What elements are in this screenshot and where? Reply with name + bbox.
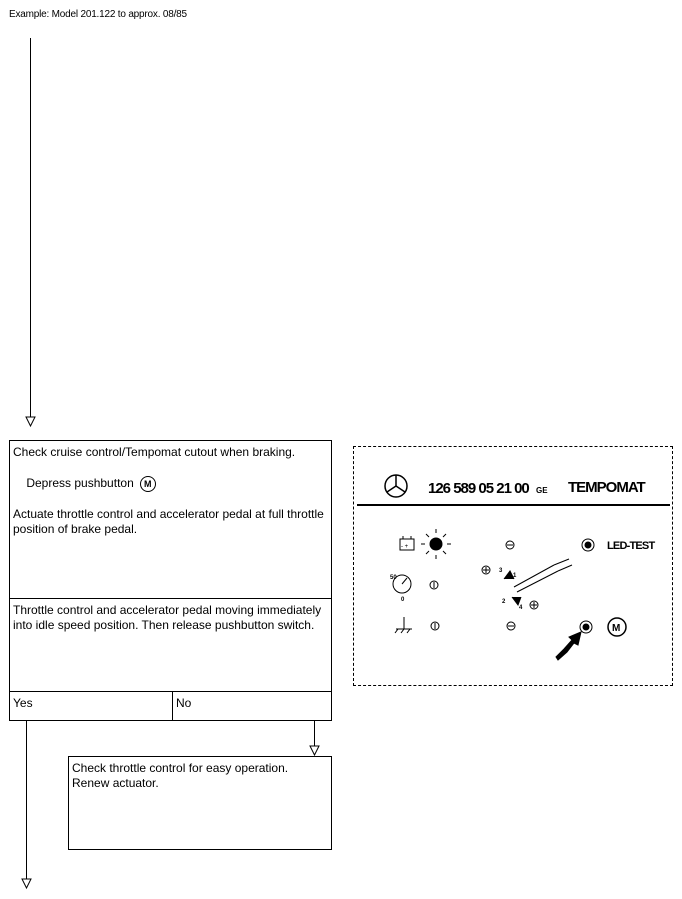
step-check-cutout bbox=[9, 440, 332, 599]
led-test-indicator-icon bbox=[582, 539, 594, 551]
decision-yes bbox=[9, 691, 173, 721]
decision-no-label: No bbox=[176, 696, 192, 710]
step3-line-2: Renew actuator. bbox=[72, 776, 159, 790]
mercedes-star-icon bbox=[385, 475, 407, 497]
decision-yes-label: Yes bbox=[13, 696, 33, 710]
led-light-icon bbox=[421, 529, 451, 559]
arrow-no bbox=[310, 746, 319, 755]
arrow-start bbox=[26, 417, 35, 426]
m-button-symbol: M bbox=[612, 623, 621, 634]
tempomat-panel-illustration bbox=[353, 446, 673, 686]
step1-line-2 bbox=[13, 461, 328, 507]
example-caption: Example: Model 201.122 to approx. 08/85 bbox=[9, 9, 187, 20]
pos-label-1: 1 bbox=[513, 573, 517, 579]
m-pushbutton-icon: M bbox=[140, 476, 156, 492]
pointer-arrow-icon bbox=[556, 632, 581, 660]
pos-label-2: 2 bbox=[502, 599, 506, 605]
control-lever-icon bbox=[504, 559, 572, 605]
ground-icon bbox=[395, 617, 412, 633]
step1-line-3: Actuate throttle control and accelerator pedal at full throttle position of brake pedal. bbox=[13, 507, 328, 536]
led-test-label: LED-TEST bbox=[607, 540, 655, 552]
step1-line-2-text: Depress pushbutton bbox=[26, 476, 134, 491]
step1-line-1: Check cruise control/Tempomat cutout when braking. bbox=[13, 445, 296, 459]
zero-label: 0 bbox=[401, 597, 405, 603]
part-number-text: 126 589 05 21 00 bbox=[428, 480, 529, 497]
step-check-throttle bbox=[68, 756, 332, 850]
arrow-yes bbox=[22, 879, 31, 888]
speed-label: 50 bbox=[390, 575, 397, 581]
step2-text: Throttle control and accelerator pedal moving immediately into idle speed position. Then release pushbutton switch. bbox=[13, 603, 325, 632]
step3-line-1: Check throttle control for easy operation. bbox=[72, 761, 289, 775]
pos-label-3: 3 bbox=[499, 568, 503, 574]
part-suffix-text: GE bbox=[536, 486, 548, 495]
battery-symbol-text: - + bbox=[401, 544, 409, 550]
pushbutton-icon bbox=[580, 621, 592, 633]
step-result-idle bbox=[9, 598, 332, 692]
brand-text: TEMPOMAT bbox=[568, 479, 645, 496]
decision-no bbox=[172, 691, 332, 721]
pos-label-4: 4 bbox=[519, 605, 523, 611]
tempomat-panel-drawing bbox=[354, 447, 672, 685]
